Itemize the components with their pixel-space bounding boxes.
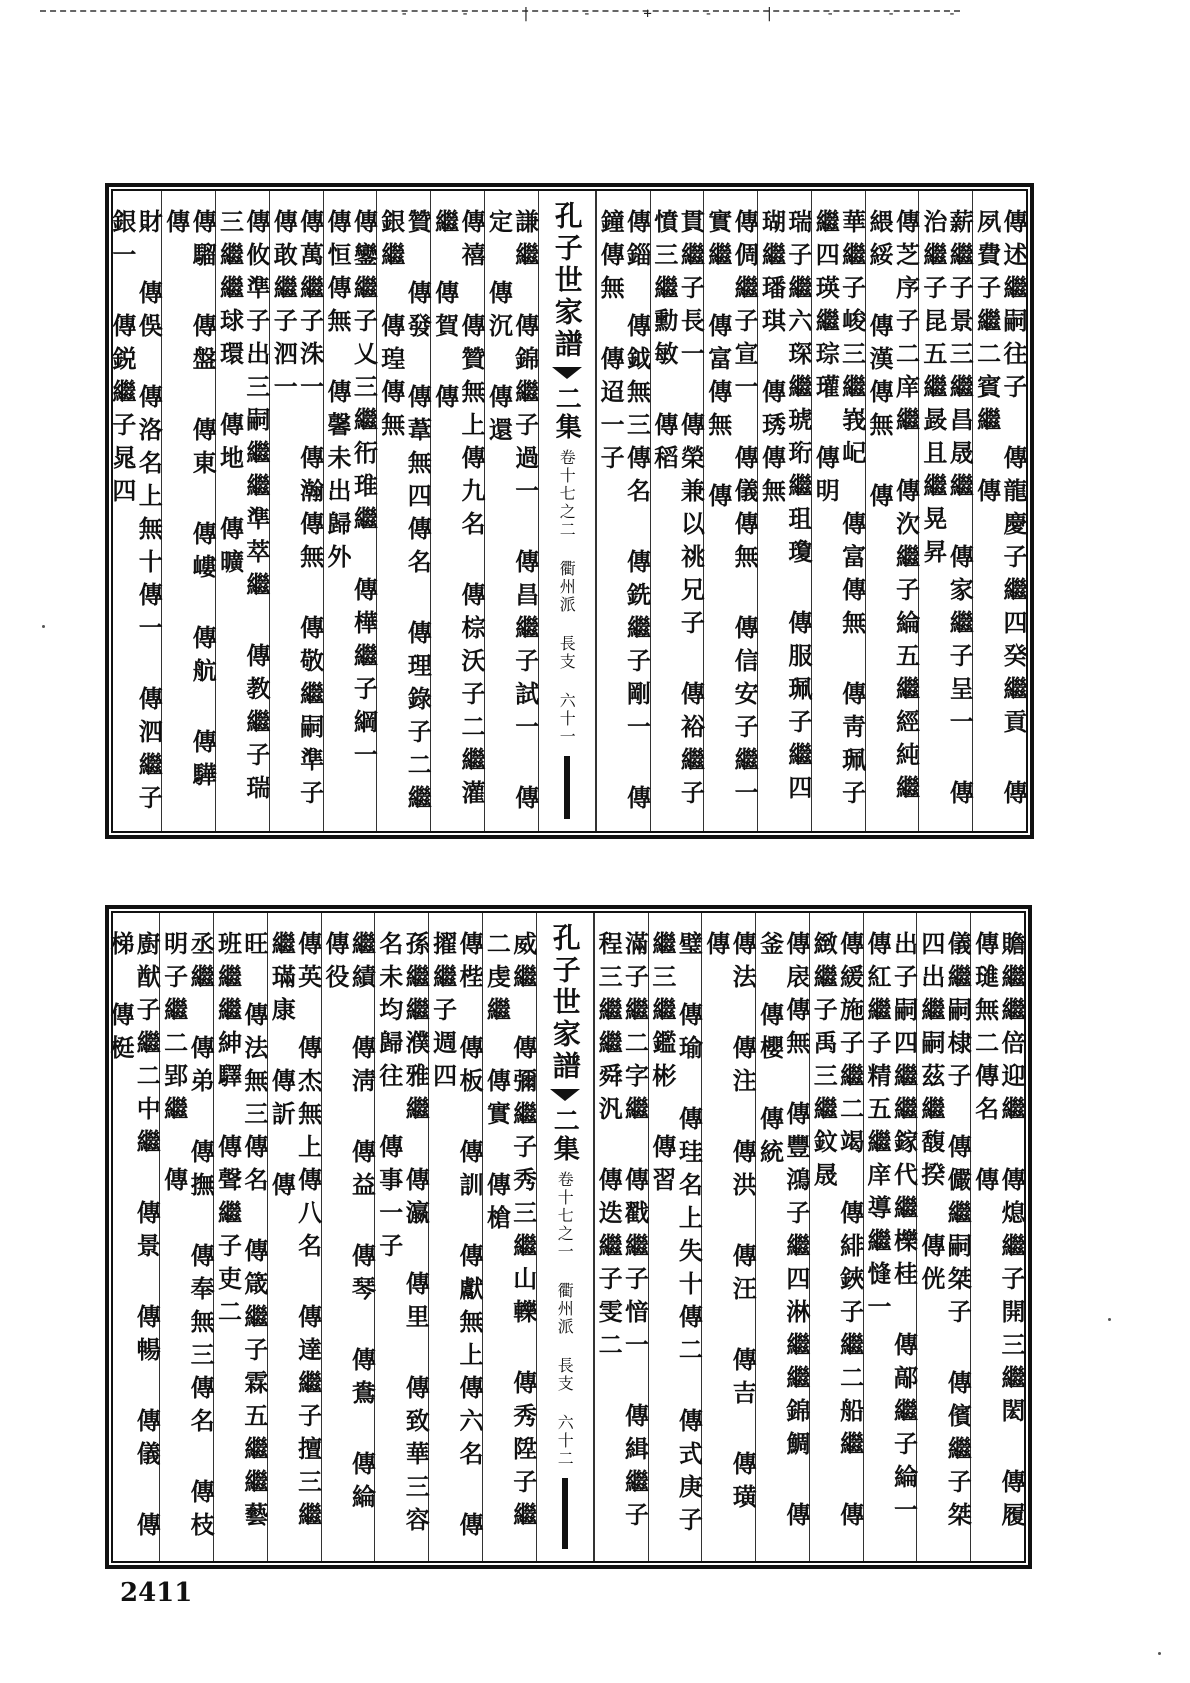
text-column: [484, 191, 538, 831]
text-column: [648, 913, 702, 1561]
fish-tail-ornament-upper: [550, 1089, 580, 1107]
text-column: [755, 913, 809, 1561]
column-text: 丞繼 傳弟 傳撫 傳奉無三傳名 傳枝明子繼二郢繼 傳: [159, 931, 216, 1545]
collection-label: 二集: [551, 385, 582, 441]
text-column: [109, 191, 162, 831]
column-text: 傳鑾繼子乂三繼衎琟繼 傳樺繼子綱一 傳恒傳無 傳馨未出歸外: [323, 209, 379, 813]
text-column: [594, 913, 648, 1561]
column-text: 傳芝序子二庠繼 傳㳄繼子綸五繼經純繼䋿綏 傳漢傳無 傳: [865, 209, 921, 808]
text-column: [428, 913, 482, 1561]
center-black-bar: [564, 756, 570, 819]
text-column: [430, 191, 484, 831]
scan-speck: [42, 625, 45, 628]
text-column: [701, 913, 758, 1561]
column-text: 傳錙 傳鉞無三傳名 傳銑繼子剛一 傳鐘傳無 傳迢一子: [596, 209, 652, 818]
column-text: 傳梐 傳板 傳訓 傳獻無上傳六名 傳擢繼子週四: [428, 931, 484, 1545]
column-text: 謙繼 傳錦繼子過一 傳昌繼子試一 傳定 傳沉 傳還: [484, 209, 540, 818]
scan-speck: [1158, 1652, 1161, 1655]
text-column: [863, 913, 919, 1568]
column-text: 財 傳俁 傳洛名上無十傳一 傳泗繼子銀一 傳鋭繼子晁四: [107, 209, 164, 818]
text-column: [703, 191, 760, 831]
center-black-bar: [562, 1478, 568, 1549]
genealogy-page-bottom: [105, 905, 1032, 1573]
column-text: 傳倜繼子宣一 傳儀傳無 傳信安子繼一實繼 傳富傳無 傳: [703, 209, 760, 813]
text-column: [159, 913, 216, 1561]
volume-branch-page: 卷十七之二 衢州派 長支 六十一: [557, 449, 577, 746]
text-column: [215, 191, 269, 831]
collection-label: 二集: [549, 1107, 580, 1163]
text-column: [213, 913, 267, 1561]
text-column: [596, 191, 650, 831]
column-text: 旺 傳法無三傳名 傳箴繼子霖五繼繼藝班繼繼紳驛 傳聲繼子吏二: [213, 931, 269, 1535]
page-number: 2411: [120, 1578, 193, 1608]
top-scan-marks: - - | - + - | - - -: [400, 6, 979, 22]
column-text: 贊 傳發 傳葦無四傳名 傳理錄子二繼銀繼 傳瑝傳無: [376, 209, 433, 818]
column-text: 傳英 傳杰無上傳八名 傳達繼子擅三繼繼璊康 傳訢 傳: [267, 931, 323, 1535]
text-column: [269, 191, 325, 851]
book-title: 孔子世家譜: [548, 923, 582, 1083]
column-text: 威繼 傳彌繼子秀三繼山轢 傳秀陞子繼二虔繼 傳實 傳槍: [482, 931, 538, 1535]
scan-speck: [1108, 1318, 1111, 1321]
text-column: [811, 191, 865, 831]
column-text: 贍繼繼倍迎繼 傳熄繼子開三繼閎 傳履 傳璡無二傳名 傳: [970, 931, 1026, 1573]
text-column: [757, 191, 811, 831]
column-text: 薪繼子景三繼昌晟繼 傳家繼子呈一 傳治繼子昆五繼晸且繼晃昇: [918, 209, 975, 813]
text-column: [970, 913, 1026, 1573]
column-text: 滿子繼二字繼 傳戳繼子愔一 傳緝繼子程三繼繼舜汎 傳迭繼子雯二: [594, 931, 650, 1535]
panel-top-columns: [107, 191, 1028, 851]
book-title: 孔子世家譜: [550, 201, 584, 361]
column-text: 傳扆傳無 傳豐鴻子繼四淋繼繼錦鯛 傳釜 傳櫻 傳統: [755, 931, 811, 1535]
text-column: [374, 913, 431, 1561]
column-text: 傳萬繼子洙一 傳瀚傳無 傳敬繼嗣準子 傳敢繼子泗一: [269, 209, 325, 851]
text-column: [267, 913, 321, 1561]
text-column: [321, 913, 375, 1561]
genealogy-page-top: [105, 183, 1034, 851]
column-text: 傳述繼嗣往子 傳龍慶子繼四癸繼貢 傳夙費子繼二賓繼 傳: [972, 209, 1028, 813]
center-title-column: [538, 191, 596, 831]
text-column: [376, 191, 433, 831]
text-column: [107, 913, 160, 1561]
center-title-column: [536, 913, 594, 1561]
column-text: 瑞子繼六琛繼琥珩繼珇瓊 傳服珮子繼四瑚繼璠琪 傳琇傳無: [757, 209, 813, 808]
volume-branch-page: 卷十七之一 衢州派 長支 六十二: [555, 1171, 575, 1468]
column-text: 璧 傳瑜 傳珪名上失十傳二 傳式庚子繼三繼鑑彬 傳習: [647, 931, 704, 1540]
text-column: [323, 191, 377, 831]
text-column: [650, 191, 704, 831]
column-text: 繼績 傳淸 傳益 傳琴 傳鴦 傳綸 傳役: [321, 931, 377, 1555]
panel-bottom-columns: [105, 913, 1026, 1573]
text-column: [865, 191, 919, 831]
text-column: [972, 191, 1026, 831]
column-text: 傳攸準子出三嗣繼繼準萃繼 傳教繼子瑞三繼繼球環 傳地 傳曠: [215, 209, 271, 808]
column-text: 傳騮 傳盤 傳東 傳嶁 傳航 傳驊 傳: [161, 209, 218, 833]
text-column: [809, 913, 863, 1561]
fish-tail-ornament-upper: [552, 367, 582, 385]
text-column: [482, 913, 536, 1561]
column-text: 出子嗣四繼繼鎵代繼櫟桂 傳鄗繼子綸一 傳紅繼子精五繼庠導繼㦀一: [863, 931, 919, 1568]
text-column: [918, 191, 975, 831]
column-text: 華繼子峻三繼峩屺 傳富傳無 傳靑珮子繼四瑛繼琮瓘 傳明: [811, 209, 867, 813]
column-text: 儀繼嗣棣子 傳儼繼嗣桀子 傳儐繼子桀四出繼嗣茲繼馥揆 傳侊: [916, 931, 973, 1535]
column-text: 傳緩施子繼二竭 傳緋鋏子繼二船繼 傳緻繼子禹三繼鈫晟: [809, 931, 865, 1535]
text-column: [161, 191, 218, 833]
column-text: 傳法 傳注 傳洪 傳汪 傳吉 傳璜 傳: [701, 931, 758, 1555]
column-text: 貫繼子長一 傳榮兼以祧兄子 傳裕繼子憤三繼勳敏 傳稻: [649, 209, 706, 813]
column-text: 廚猷子繼二中繼 傳景 傳暢 傳儀 傳梯 傳梃: [105, 931, 162, 1545]
text-column: [916, 913, 973, 1561]
column-text: 傳禧 傳贊無上傳九名 傳棕沃子二繼灌繼 傳賀 傳: [430, 209, 486, 813]
column-text: 孫繼繼濮雅繼 傳瀛 傳里 傳致華三容名未均歸往 傳事一子: [374, 931, 431, 1540]
